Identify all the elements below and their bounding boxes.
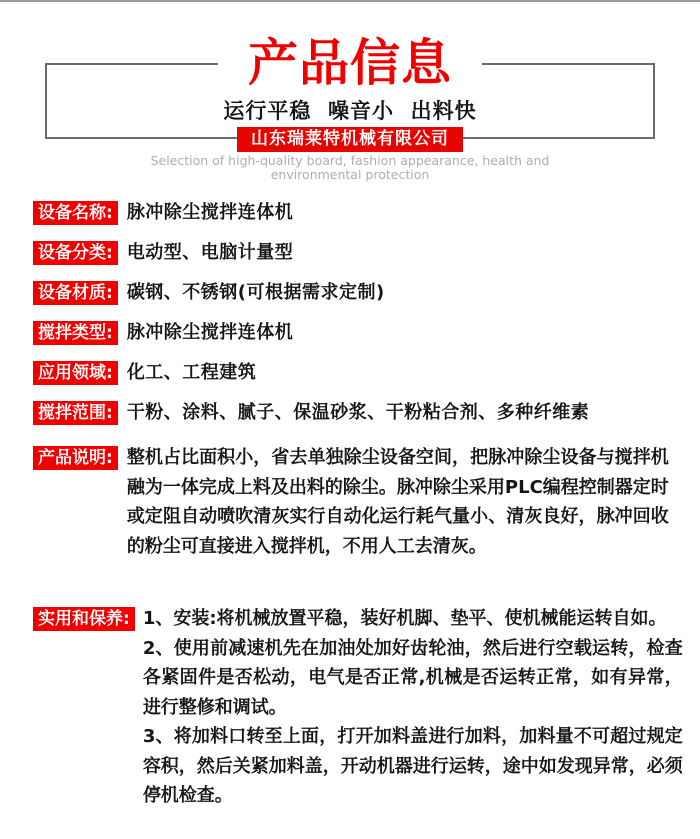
maintenance-section — [33, 607, 683, 811]
maintenance-label: 实用和保养: — [33, 607, 135, 631]
maintenance-item-list — [143, 604, 683, 811]
spec-row-device-name — [33, 201, 589, 225]
spec-value: 电动型、电脑计量型 — [126, 242, 294, 263]
spec-value: 化工、工程建筑 — [126, 362, 257, 383]
spec-value: 碳钢、不锈钢(可根据需求定制) — [126, 282, 385, 303]
caption-line-2: environmental protection — [270, 166, 430, 182]
maintenance-item-2: 2、使用前减速机先在加油处加好齿轮油，然后进行空载运转，检查各紧固件是否松动，电气是否正常,机械是否运转正常，如有异常，进行整修和调试。 — [142, 637, 683, 718]
spec-value: 脉冲除尘搅拌连体机 — [126, 202, 294, 223]
header-tagline: 运行平稳 噪音小 出料快 — [223, 99, 477, 123]
caption-line-1: Selection of high-quality board, fashion appearance, health and — [150, 153, 550, 168]
top-divider-line — [0, 0, 700, 2]
page-title-text: 产品信息 — [218, 34, 482, 92]
description-text: 整机占比面积小，省去单独除尘设备空间，把脉冲除尘设备与搅拌机融为一体完成上料及出料的除尘。脉冲除尘采用PLC编程控制器定时或定阻自动喷吹清灰实行自动化运行耗气量小、清灰良好，脉冲回收的粉尘可直接进入搅拌机，不用人工去清灰。 — [126, 447, 669, 557]
spec-list — [33, 201, 589, 441]
spec-label: 设备材质: — [33, 281, 118, 305]
spec-label: 设备分类: — [33, 241, 118, 265]
spec-label: 搅拌类型: — [33, 321, 118, 345]
spec-value: 干粉、涂料、腻子、保温砂浆、干粉粘合剂、多种纤维素 — [126, 402, 590, 423]
spec-value: 脉冲除尘搅拌连体机 — [126, 322, 294, 343]
maintenance-item-1: 1、安装:将机械放置平稳，装好机脚、垫平、使机械能运转自如。 — [142, 608, 667, 629]
spec-label: 应用领域: — [33, 361, 118, 385]
spec-row-device-category — [33, 241, 589, 265]
header-caption-english — [0, 154, 700, 181]
spec-row-mixing-type — [33, 321, 589, 345]
spec-label: 设备名称: — [33, 201, 118, 225]
spec-label: 搅拌范围: — [33, 401, 118, 425]
spec-row-device-material — [33, 281, 589, 305]
company-name-banner: 山东瑞莱特机械有限公司 — [237, 127, 463, 152]
product-description-section — [33, 446, 669, 561]
maintenance-item-3: 3、将加料口转至上面，打开加料盖进行加料，加料量不可超过规定容积，然后关紧加料盖，开动机器进行运转，途中如发现异常，必须停机检查。 — [142, 726, 683, 806]
spec-row-application-field — [33, 361, 589, 385]
spec-row-mixing-range — [33, 401, 589, 425]
page-title — [0, 34, 700, 92]
description-label: 产品说明: — [33, 446, 118, 470]
